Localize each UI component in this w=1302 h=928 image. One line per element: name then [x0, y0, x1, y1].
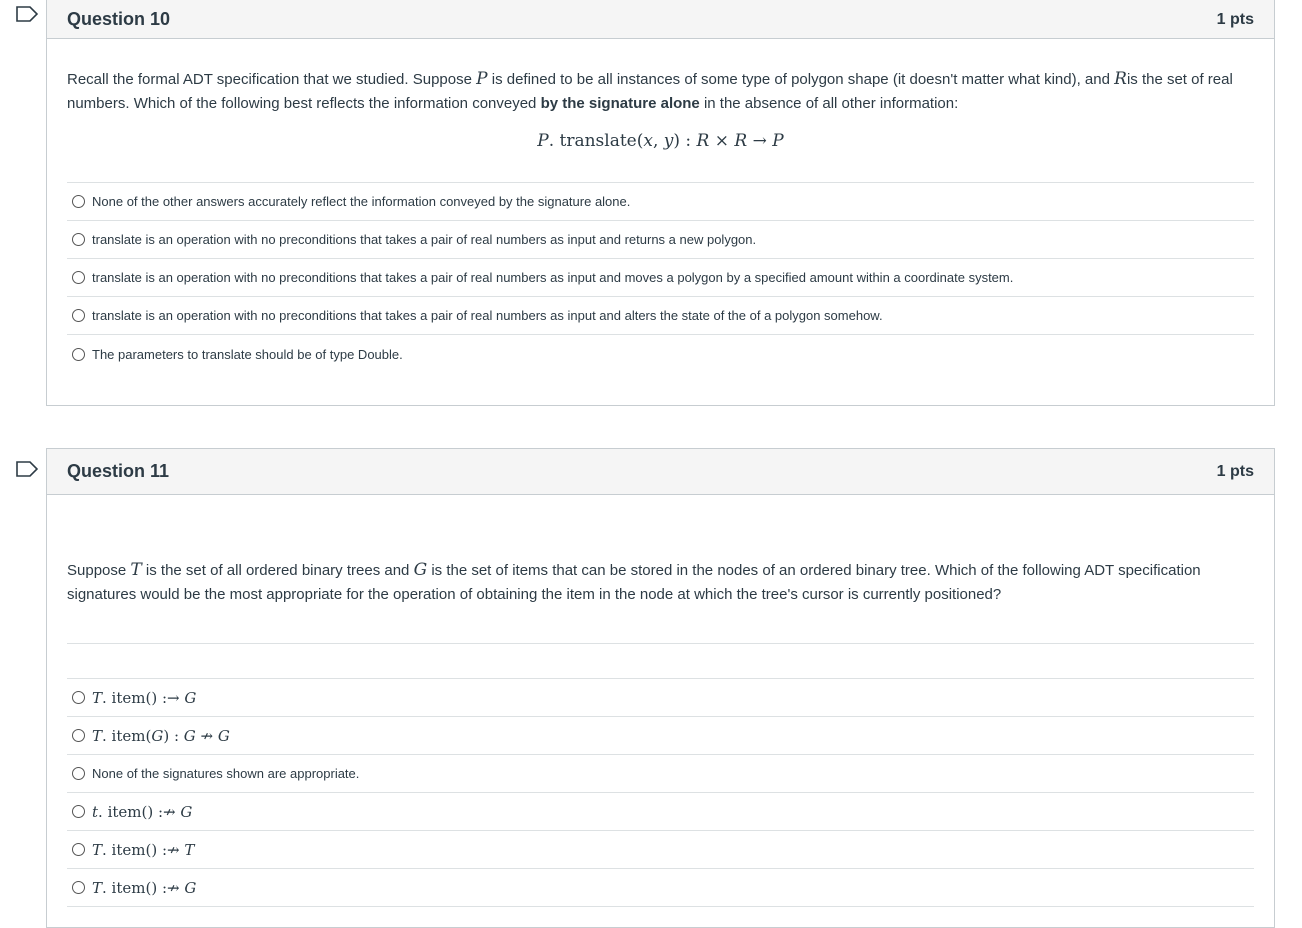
- answer-option[interactable]: [67, 793, 1254, 831]
- answer-label: [92, 689, 196, 707]
- radio-button[interactable]: [72, 233, 85, 246]
- flag-question-icon[interactable]: [16, 461, 38, 477]
- math-var: T: [92, 726, 103, 745]
- text-part: is the set of real numbers. Which of the following best reflects the information conveyed: [67, 71, 1233, 112]
- question-text: [67, 67, 1254, 116]
- answer-label: translate is an operation with no preconditions that takes a pair of real numbers as input and alters the state of the of a polygon somehow.: [92, 308, 883, 323]
- radio-button[interactable]: [72, 767, 85, 780]
- math-var: y: [663, 131, 674, 151]
- math-op: ,: [652, 131, 664, 151]
- math-var: T: [130, 560, 142, 580]
- radio-button[interactable]: [72, 881, 85, 894]
- answer-label: translate is an operation with no preconditions that takes a pair of real numbers as input and returns a new polygon.: [92, 232, 757, 247]
- radio-button[interactable]: [72, 348, 85, 361]
- math-var: P: [537, 131, 549, 151]
- math-op: . item() :↛: [102, 840, 185, 859]
- math-var: T: [184, 840, 195, 859]
- question-header: [47, 0, 1274, 39]
- math-var: G: [184, 878, 197, 897]
- answer-option[interactable]: [67, 869, 1254, 907]
- question-10: [46, 0, 1275, 406]
- math-var: G: [183, 726, 196, 745]
- text-bold: by the signature alone: [540, 95, 700, 112]
- text-part: is the set of items that can be stored in the nodes of an ordered binary tree. Which of the following ADT specification signatures would be the most appropriate for the operation of obtaining the item in the node at which the tree's cursor is currently positioned?: [67, 562, 1201, 603]
- answer-label: [92, 879, 196, 897]
- math-var: R: [696, 131, 710, 151]
- math-var: G: [180, 802, 193, 821]
- question-points: 1 pts: [1216, 462, 1254, 480]
- radio-button[interactable]: [72, 309, 85, 322]
- question-11: [46, 448, 1275, 928]
- answer-label: None of the signatures shown are appropriate.: [92, 766, 360, 781]
- answer-list: [67, 643, 1254, 907]
- math-var: P: [772, 131, 784, 151]
- text-part: is defined to be all instances of some type of polygon shape (it doesn't matter what kind), and: [487, 71, 1115, 88]
- answer-option[interactable]: [67, 183, 1254, 221]
- radio-button[interactable]: [72, 729, 85, 742]
- text-part: is the set of all ordered binary trees and: [141, 562, 414, 579]
- math-op: . item() :→: [102, 688, 185, 707]
- answer-option[interactable]: [67, 221, 1254, 259]
- question-points: 1 pts: [1216, 10, 1254, 28]
- math-var: t: [92, 802, 99, 821]
- math-var: x: [643, 131, 653, 151]
- answer-label: [92, 727, 230, 745]
- text-part: in the absence of all other information:: [699, 95, 959, 112]
- math-op: →: [747, 131, 773, 151]
- answer-option[interactable]: [67, 831, 1254, 869]
- math-op: . item() :↛: [102, 878, 185, 897]
- math-var: G: [217, 726, 230, 745]
- math-op: ↛: [195, 726, 218, 745]
- answer-option[interactable]: [67, 679, 1254, 717]
- question-body: [47, 558, 1274, 907]
- math-op: ) :: [673, 131, 697, 151]
- math-var: R: [1114, 69, 1127, 89]
- math-var: G: [413, 560, 428, 580]
- math-op: ×: [709, 131, 735, 151]
- answer-label: None of the other answers accurately reflect the information conveyed by the signature alone.: [92, 194, 631, 209]
- math-op: . item(: [102, 726, 152, 745]
- math-var: P: [476, 69, 488, 89]
- answer-label: [92, 803, 192, 821]
- answer-option[interactable]: [67, 259, 1254, 297]
- signature-formula: [67, 131, 1254, 151]
- radio-button[interactable]: [72, 195, 85, 208]
- question-title: Question 10: [67, 9, 171, 29]
- math-op: . translate(: [548, 131, 644, 151]
- math-var: T: [92, 878, 103, 897]
- divider: [67, 644, 1254, 679]
- answer-label: [92, 841, 194, 859]
- math-var: T: [92, 840, 103, 859]
- radio-button[interactable]: [72, 691, 85, 704]
- radio-button[interactable]: [72, 843, 85, 856]
- math-var: R: [734, 131, 748, 151]
- radio-button[interactable]: [72, 805, 85, 818]
- answer-label: The parameters to translate should be of type Double.: [92, 346, 403, 362]
- answer-list: [67, 182, 1254, 373]
- math-var: G: [184, 688, 197, 707]
- question-header: [47, 449, 1274, 495]
- question-body: [47, 67, 1274, 373]
- answer-option[interactable]: [67, 717, 1254, 755]
- math-var: G: [151, 726, 164, 745]
- flag-question-icon[interactable]: [16, 6, 38, 22]
- math-var: T: [92, 688, 103, 707]
- math-op: . item() :↛: [98, 802, 181, 821]
- radio-button[interactable]: [72, 271, 85, 284]
- question-title: Question 11: [67, 461, 170, 481]
- answer-option[interactable]: [67, 335, 1254, 373]
- answer-option[interactable]: [67, 755, 1254, 793]
- text-part: Recall the formal ADT specification that we studied. Suppose: [67, 71, 477, 88]
- question-text: [67, 558, 1254, 607]
- math-op: ) :: [163, 726, 184, 745]
- text-part: Suppose: [67, 562, 131, 579]
- answer-option[interactable]: [67, 297, 1254, 335]
- answer-label: translate is an operation with no preconditions that takes a pair of real numbers as input and moves a polygon by a specified amount within a coordinate system.: [92, 270, 1014, 285]
